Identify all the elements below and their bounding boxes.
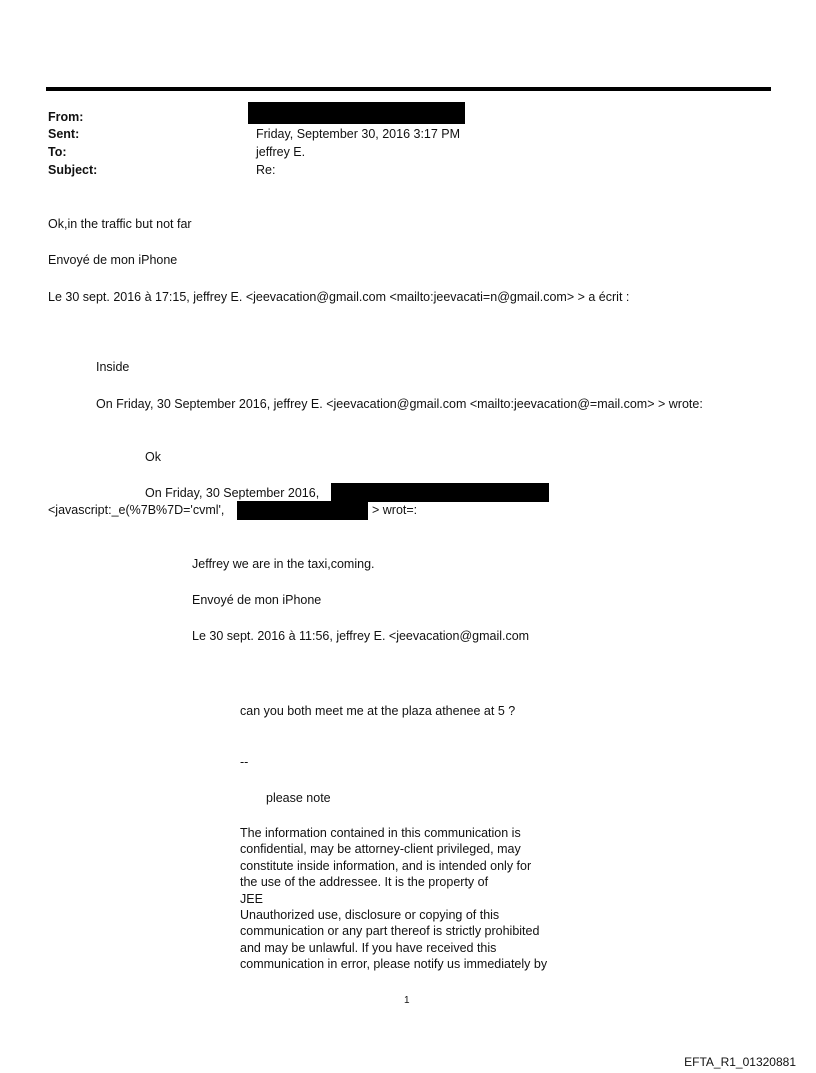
disclaimer-line: JEE xyxy=(240,891,263,906)
to-value: jeffrey E. xyxy=(256,145,306,159)
to-label: To: xyxy=(48,145,67,159)
quote2-ok: Ok xyxy=(145,450,161,464)
page-number: 1 xyxy=(404,995,410,1006)
redaction-box-from xyxy=(248,102,465,124)
please-note: please note xyxy=(266,791,331,805)
quote2-js-suffix: > wrot=: xyxy=(372,503,418,517)
subject-label: Subject: xyxy=(48,163,98,177)
quote2-js-prefix: <javascript:_e(%7B%7D='cvml', xyxy=(48,503,225,517)
sent-label: Sent: xyxy=(48,127,80,141)
quote3-line-1: Jeffrey we are in the taxi,coming. xyxy=(192,557,375,571)
signature-dash: -- xyxy=(240,755,249,769)
from-label: From: xyxy=(48,110,84,124)
redaction-box-sender xyxy=(331,483,549,502)
quote3-line-3: Le 30 sept. 2016 à 11:56, jeffrey E. <jeevacation@gmail.com xyxy=(192,629,530,643)
disclaimer-line: communication in error, please notify us immediately by xyxy=(240,957,548,972)
quote1-on-line: On Friday, 30 September 2016, jeffrey E. <jeevacation@gmail.com <mailto:jeevacation@=mail.com> > wrote: xyxy=(96,397,703,411)
body-line-2: Envoyé de mon iPhone xyxy=(48,253,178,267)
quote2-on-line: On Friday, 30 September 2016, xyxy=(145,486,320,500)
body-line-1: Ok,in the traffic but not far xyxy=(48,217,192,231)
disclaimer-line: constitute inside information, and is intended only for xyxy=(240,858,532,873)
disclaimer-line: and may be unlawful. If you have received this xyxy=(240,940,497,955)
document-id: EFTA_R1_01320881 xyxy=(684,1055,796,1069)
disclaimer-line: The information contained in this communication is xyxy=(240,826,521,840)
disclaimer-paragraph xyxy=(240,825,547,973)
body-line-3: Le 30 sept. 2016 à 17:15, jeffrey E. <jeevacation@gmail.com <mailto:jeevacati=n@gmail.com> > a écrit : xyxy=(48,290,630,304)
disclaimer-line: the use of the addressee. It is the property of xyxy=(240,875,489,890)
quote4-question: can you both meet me at the plaza athenee at 5 ? xyxy=(240,704,516,718)
sent-value: Friday, September 30, 2016 3:17 PM xyxy=(256,127,461,141)
disclaimer-line: Unauthorized use, disclosure or copying of this xyxy=(240,908,500,923)
quote1-inside: Inside xyxy=(96,360,130,374)
subject-value: Re: xyxy=(256,163,276,177)
disclaimer-line: confidential, may be attorney-client privileged, may xyxy=(240,842,521,857)
redaction-box-js xyxy=(237,501,368,520)
header-rule xyxy=(46,87,771,91)
disclaimer-line: communication or any part thereof is strictly prohibited xyxy=(240,924,540,939)
quote3-line-2: Envoyé de mon iPhone xyxy=(192,593,322,607)
